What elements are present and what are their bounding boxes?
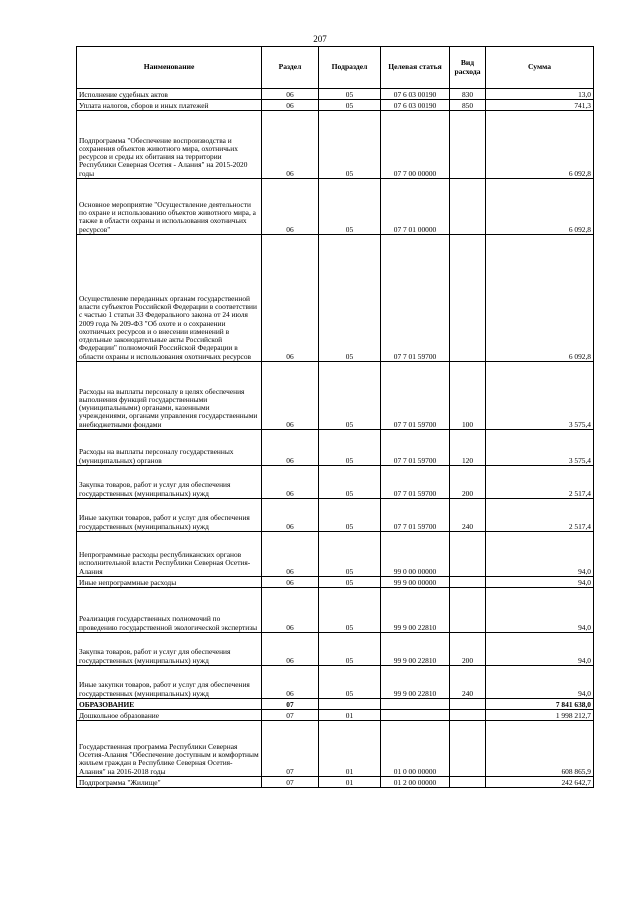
row-section: 06 bbox=[262, 235, 319, 362]
row-target: 07 7 01 59700 bbox=[381, 362, 450, 430]
table-row bbox=[77, 111, 594, 179]
row-sum: 13,0 bbox=[486, 89, 594, 100]
row-sum: 2 517,4 bbox=[486, 466, 594, 499]
row-name: Исполнение судебных актов bbox=[77, 89, 262, 100]
row-sum: 3 575,4 bbox=[486, 362, 594, 430]
header-expense-type: Вид расхода bbox=[450, 47, 486, 89]
row-name: Расходы на выплаты персоналу в целях обеспечения выполнения функций государственными (муниципальными) органами, казенными учреждениями, органами управления государственными внебюджетными фондами bbox=[77, 362, 262, 430]
row-expense-type: 850 bbox=[450, 100, 486, 111]
row-name: Подпрограмма "Обеспечение воспроизводства и сохранения объектов животного мира, охотничьих ресурсов и среды их обитания на территории Республики Северная Осетия - Алания" на 2015-2020 годы bbox=[77, 111, 262, 179]
row-subsection: 05 bbox=[319, 235, 381, 362]
row-expense-type: 240 bbox=[450, 666, 486, 699]
row-expense-type bbox=[450, 710, 486, 721]
row-name: Дошкольное образование bbox=[77, 710, 262, 721]
row-subsection: 01 bbox=[319, 721, 381, 777]
row-section: 06 bbox=[262, 100, 319, 111]
header-section: Раздел bbox=[262, 47, 319, 89]
row-section: 06 bbox=[262, 532, 319, 577]
table-row bbox=[77, 430, 594, 466]
row-section: 06 bbox=[262, 466, 319, 499]
row-target bbox=[381, 699, 450, 710]
row-name: Иные непрограммные расходы bbox=[77, 577, 262, 588]
row-section: 06 bbox=[262, 588, 319, 633]
row-name: Закупка товаров, работ и услуг для обеспечения государственных (муниципальных) нужд bbox=[77, 466, 262, 499]
budget-table bbox=[76, 46, 594, 788]
row-subsection: 05 bbox=[319, 588, 381, 633]
row-expense-type: 100 bbox=[450, 362, 486, 430]
row-sum: 608 865,9 bbox=[486, 721, 594, 777]
table-row bbox=[77, 666, 594, 699]
row-expense-type: 200 bbox=[450, 633, 486, 666]
row-target: 99 9 00 22810 bbox=[381, 666, 450, 699]
table-row bbox=[77, 633, 594, 666]
row-target: 01 0 00 00000 bbox=[381, 721, 450, 777]
row-target: 01 2 00 00000 bbox=[381, 777, 450, 788]
row-expense-type bbox=[450, 235, 486, 362]
row-subsection: 01 bbox=[319, 777, 381, 788]
table-row bbox=[77, 235, 594, 362]
row-section: 06 bbox=[262, 499, 319, 532]
table-row bbox=[77, 588, 594, 633]
row-expense-type bbox=[450, 721, 486, 777]
row-subsection: 01 bbox=[319, 710, 381, 721]
row-subsection: 05 bbox=[319, 466, 381, 499]
row-section: 07 bbox=[262, 699, 319, 710]
row-subsection: 05 bbox=[319, 89, 381, 100]
table-row bbox=[77, 362, 594, 430]
row-sum: 6 092,8 bbox=[486, 179, 594, 235]
row-target: 99 9 00 22810 bbox=[381, 588, 450, 633]
row-name: Иные закупки товаров, работ и услуг для обеспечения государственных (муниципальных) нужд bbox=[77, 499, 262, 532]
row-subsection: 05 bbox=[319, 111, 381, 179]
row-subsection bbox=[319, 699, 381, 710]
row-target: 07 7 01 59700 bbox=[381, 499, 450, 532]
table-row bbox=[77, 721, 594, 777]
row-expense-type: 240 bbox=[450, 499, 486, 532]
table-row bbox=[77, 499, 594, 532]
row-target: 99 9 00 22810 bbox=[381, 633, 450, 666]
table-row bbox=[77, 532, 594, 577]
row-target bbox=[381, 710, 450, 721]
row-sum: 94,0 bbox=[486, 532, 594, 577]
table-row bbox=[77, 710, 594, 721]
row-target: 99 0 00 00000 bbox=[381, 532, 450, 577]
row-subsection: 05 bbox=[319, 532, 381, 577]
row-subsection: 05 bbox=[319, 362, 381, 430]
row-section: 06 bbox=[262, 111, 319, 179]
table-row bbox=[77, 777, 594, 788]
row-sum: 7 841 638,0 bbox=[486, 699, 594, 710]
row-subsection: 05 bbox=[319, 499, 381, 532]
row-target: 07 7 01 00000 bbox=[381, 179, 450, 235]
row-expense-type bbox=[450, 577, 486, 588]
row-target: 99 9 00 00000 bbox=[381, 577, 450, 588]
row-expense-type bbox=[450, 532, 486, 577]
row-section: 06 bbox=[262, 633, 319, 666]
table-header-row bbox=[77, 47, 594, 89]
header-subsection: Подраздел bbox=[319, 47, 381, 89]
row-target: 07 7 01 59700 bbox=[381, 430, 450, 466]
row-section: 07 bbox=[262, 777, 319, 788]
row-target: 07 7 01 59700 bbox=[381, 235, 450, 362]
row-section: 07 bbox=[262, 721, 319, 777]
row-target: 07 7 00 00000 bbox=[381, 111, 450, 179]
row-section: 06 bbox=[262, 577, 319, 588]
row-name: Уплата налогов, сборов и иных платежей bbox=[77, 100, 262, 111]
table-row bbox=[77, 100, 594, 111]
row-name: ОБРАЗОВАНИЕ bbox=[77, 699, 262, 710]
row-section: 06 bbox=[262, 179, 319, 235]
row-section: 06 bbox=[262, 362, 319, 430]
row-expense-type bbox=[450, 699, 486, 710]
row-section: 06 bbox=[262, 89, 319, 100]
row-section: 07 bbox=[262, 710, 319, 721]
header-name: Наименование bbox=[77, 47, 262, 89]
table-row bbox=[77, 577, 594, 588]
row-name: Реализация государственных полномочий по проведению государственной экологической экспертизы bbox=[77, 588, 262, 633]
row-expense-type bbox=[450, 777, 486, 788]
row-section: 06 bbox=[262, 666, 319, 699]
row-sum: 6 092,8 bbox=[486, 111, 594, 179]
row-name: Государственная программа Республики Северная Осетия-Алания "Обеспечение доступным и комфортным жильем граждан в Республике Северная Осетия-Алания" на 2016-2018 годы bbox=[77, 721, 262, 777]
row-expense-type: 830 bbox=[450, 89, 486, 100]
row-expense-type bbox=[450, 588, 486, 633]
row-subsection: 05 bbox=[319, 666, 381, 699]
row-name: Иные закупки товаров, работ и услуг для обеспечения государственных (муниципальных) нужд bbox=[77, 666, 262, 699]
row-expense-type bbox=[450, 179, 486, 235]
row-sum: 94,0 bbox=[486, 577, 594, 588]
row-sum: 741,3 bbox=[486, 100, 594, 111]
row-subsection: 05 bbox=[319, 577, 381, 588]
row-target: 07 6 03 00190 bbox=[381, 100, 450, 111]
header-sum: Сумма bbox=[486, 47, 594, 89]
row-subsection: 05 bbox=[319, 430, 381, 466]
row-sum: 3 575,4 bbox=[486, 430, 594, 466]
table-row bbox=[77, 89, 594, 100]
row-target: 07 7 01 59700 bbox=[381, 466, 450, 499]
row-expense-type: 200 bbox=[450, 466, 486, 499]
row-sum: 94,0 bbox=[486, 633, 594, 666]
row-sum: 94,0 bbox=[486, 666, 594, 699]
row-name: Расходы на выплаты персоналу государственных (муниципальных) органов bbox=[77, 430, 262, 466]
row-subsection: 05 bbox=[319, 633, 381, 666]
row-sum: 242 642,7 bbox=[486, 777, 594, 788]
row-section: 06 bbox=[262, 430, 319, 466]
row-expense-type bbox=[450, 111, 486, 179]
row-name: Подпрограмма "Жилище" bbox=[77, 777, 262, 788]
row-sum: 94,0 bbox=[486, 588, 594, 633]
row-expense-type: 120 bbox=[450, 430, 486, 466]
row-subsection: 05 bbox=[319, 100, 381, 111]
row-sum: 1 998 212,7 bbox=[486, 710, 594, 721]
header-target: Целевая статья bbox=[381, 47, 450, 89]
row-subsection: 05 bbox=[319, 179, 381, 235]
row-name: Непрограммные расходы республиканских органов исполнительной власти Республики Северная Осетия-Алания bbox=[77, 532, 262, 577]
page-number: 207 bbox=[313, 34, 327, 44]
row-name: Основное мероприятие "Осуществление деятельности по охране и использованию объектов животного мира, а также в области охраны и использования охотничьих ресурсов" bbox=[77, 179, 262, 235]
table-row bbox=[77, 699, 594, 710]
table-row bbox=[77, 466, 594, 499]
row-name: Осуществление переданных органам государственной власти субъектов Российской Федерации в соответствии с частью 1 статьи 33 Федерального закона от 24 июля 2009 года № 209-ФЗ "Об охоте и о сохранении охотничьих ресурсов и о внесении изменений в отдельные законодательные акты Российской Федерации" полномочий Российской Федерации в области охраны и использования охотничьих ресурсов bbox=[77, 235, 262, 362]
row-name: Закупка товаров, работ и услуг для обеспечения государственных (муниципальных) нужд bbox=[77, 633, 262, 666]
row-sum: 6 092,8 bbox=[486, 235, 594, 362]
table-row bbox=[77, 179, 594, 235]
row-sum: 2 517,4 bbox=[486, 499, 594, 532]
row-target: 07 6 03 00190 bbox=[381, 89, 450, 100]
